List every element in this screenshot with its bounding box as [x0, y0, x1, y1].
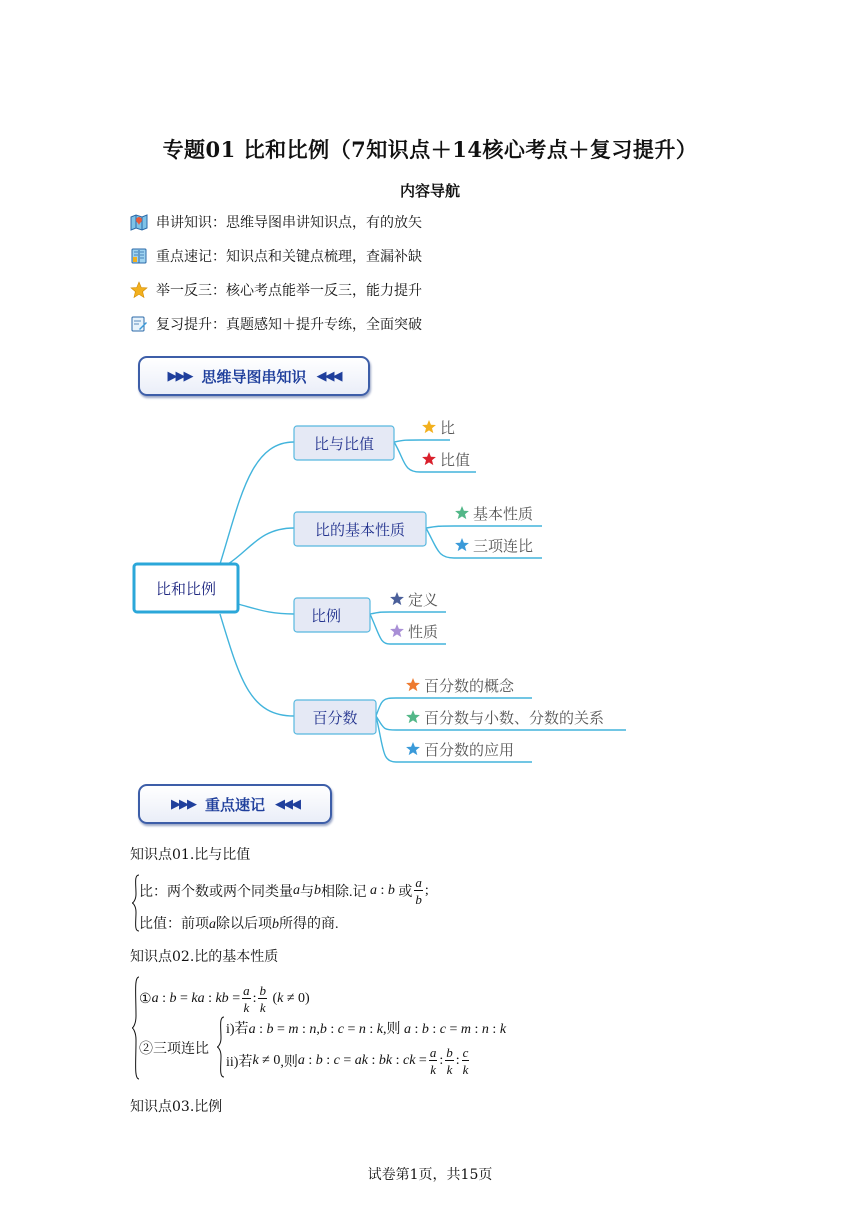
svg-text:性质: 性质 — [408, 623, 439, 641]
nav-item-label: 重点速记：知识点和关键点梳理，查漏补缺 — [156, 249, 422, 265]
star-icon — [422, 420, 436, 433]
svg-text:基本性质: 基本性质 — [473, 505, 534, 523]
branch-proportion — [294, 598, 370, 632]
mind-map — [120, 400, 640, 770]
leaf-basic-property — [455, 505, 533, 523]
leaf-percentage-concept — [406, 677, 515, 695]
star-icon — [406, 710, 420, 723]
svg-text:百分数的应用: 百分数的应用 — [424, 741, 515, 759]
svg-text:三项连比: 三项连比 — [473, 537, 534, 555]
basic-property-formula: ① a : b = ka : kb = $\frac{a}{k}$ : $\frac{b}{k}$ ( k ≠ 0) — [139, 983, 310, 1015]
svg-text:比例: 比例 — [310, 607, 342, 625]
svg-text:百分数的概念: 百分数的概念 — [424, 677, 515, 695]
leaf-bizhi — [422, 451, 470, 469]
nav-title: 内容导航 — [399, 182, 460, 200]
svg-text:百分数: 百分数 — [312, 709, 358, 727]
leaf-three-term-ratio — [455, 537, 533, 555]
star-icon — [422, 452, 436, 465]
star-icon — [390, 624, 404, 637]
triple-left-arrow-icon: ◀◀◀ — [275, 796, 299, 812]
star-icon — [406, 678, 420, 691]
svg-text:定义: 定义 — [408, 591, 439, 609]
keypoints-banner — [138, 784, 332, 824]
star-icon — [406, 742, 420, 755]
svg-text:比的基本性质: 比的基本性质 — [314, 521, 406, 539]
branch-bi-yu-bizhi — [294, 426, 394, 460]
star-icon — [455, 538, 469, 551]
three-term-rule-1: i)若a : b = m : n,b : c = n : k,则 a : b : c = m : n : k — [226, 1022, 507, 1037]
map-icon — [130, 213, 148, 231]
leaf-percentage-relation — [406, 709, 604, 727]
triple-left-arrow-icon: ◀◀◀ — [316, 368, 341, 384]
svg-text:百分数与小数、分数的关系: 百分数与小数、分数的关系 — [424, 709, 605, 727]
nav-item-label: 串讲知识：思维导图串讲知识点，有的放矢 — [156, 215, 422, 231]
root-label: 比和比例 — [155, 580, 217, 598]
book-icon — [130, 247, 148, 265]
mindmap-banner — [138, 356, 370, 396]
nav-item-label: 举一反三：核心考点能举一反三，能力提升 — [156, 283, 422, 299]
triple-right-arrow-icon: ▶▶▶ — [170, 796, 195, 812]
mindmap-root — [134, 564, 238, 612]
leaf-bi — [422, 419, 455, 437]
svg-text:比: 比 — [440, 419, 456, 437]
nav-item-4 — [130, 313, 422, 335]
ratio-definition: 比：两个数或两个同类量 a 与 b 相除.记 a : b 或 $\frac{a}{b}$ ; — [139, 875, 429, 907]
leaf-definition — [390, 591, 438, 609]
left-brace-3 — [216, 1016, 226, 1078]
branch-basic-property — [294, 512, 426, 546]
svg-text:比与比值: 比与比值 — [313, 435, 375, 453]
banner-label: 重点速记 — [204, 795, 265, 814]
branch-percentage — [294, 700, 376, 734]
banner-label: 思维导图串知识 — [201, 367, 307, 386]
page-title: 专题01 比和比例（7知识点＋14核心考点＋复习提升） — [162, 137, 698, 162]
edit-icon — [130, 315, 148, 333]
nav-item-2 — [130, 245, 422, 267]
triple-right-arrow-icon: ▶▶▶ — [167, 368, 192, 384]
leaf-percentage-application — [406, 741, 514, 759]
section-title-2: 知识点02.比的基本性质 — [130, 949, 279, 965]
nav-item-label: 复习提升：真题感知＋提升专练，全面突破 — [156, 317, 422, 333]
three-term-label: ②三项连比 — [139, 1042, 209, 1057]
fraction-a-over-b: $\frac{a}{b}$ — [415, 875, 422, 907]
svg-text:比值: 比值 — [440, 451, 471, 469]
star-icon — [130, 281, 148, 299]
three-term-rule-2: ii)若 k ≠ 0 ,则 a : b : c = ak : bk : ck = $\frac{a}{k}$ : $\frac{b}{k}$ : $\frac{c}{k}$ — [226, 1045, 469, 1077]
section-title-3: 知识点03.比例 — [130, 1099, 223, 1115]
nav-item-3 — [130, 279, 422, 301]
section-title-1: 知识点01.比与比值 — [130, 847, 251, 863]
star-icon — [390, 592, 404, 605]
ratio-value-definition: 比值：前项a除以后项b所得的商. — [139, 917, 339, 932]
leaf-property — [390, 623, 438, 641]
page-footer: 试卷第1页，共15页 — [367, 1167, 493, 1183]
star-icon — [455, 506, 469, 519]
nav-item-1 — [130, 211, 422, 233]
